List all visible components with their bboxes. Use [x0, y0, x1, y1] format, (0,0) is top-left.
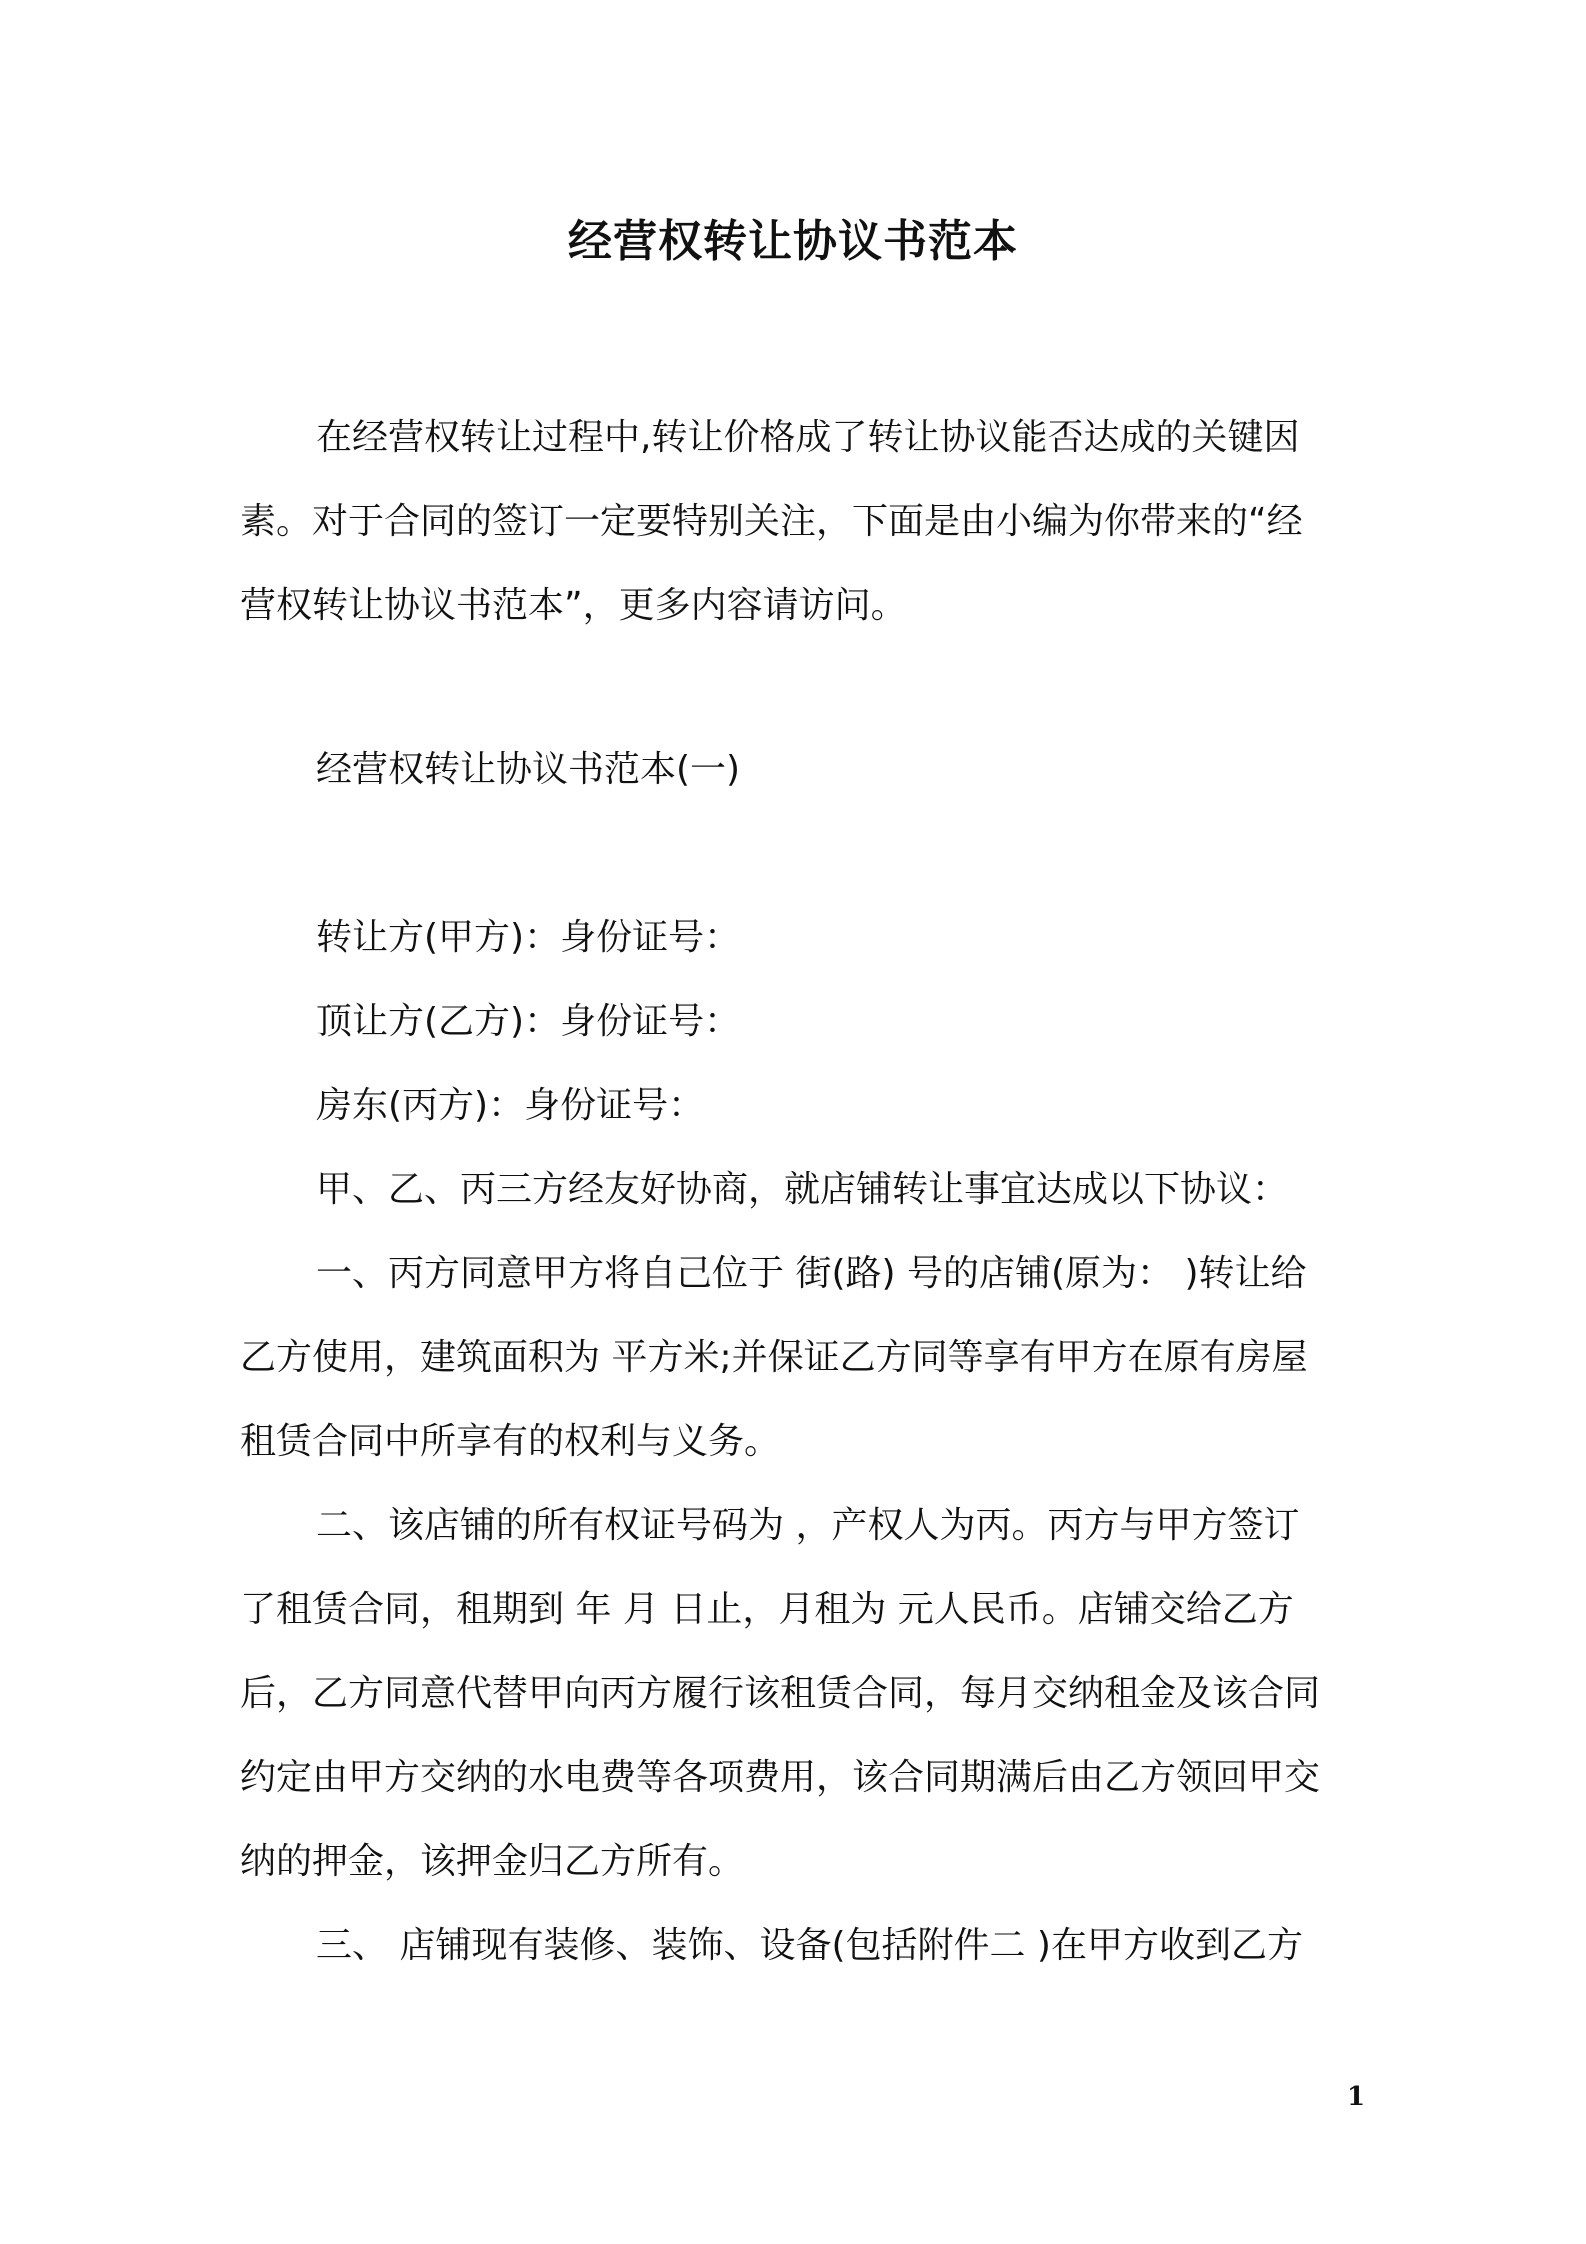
section-heading-block [240, 728, 1352, 812]
clause-1-line: 租赁合同中所享有的权利与义务。 [240, 1421, 781, 1462]
clause-1-line: 一、丙方同意甲方将自己位于 街(路) 号的店铺(原为： )转让给 [316, 1253, 1307, 1294]
agreement-intro-line: 甲、乙、丙三方经友好协商，就店铺转让事宜达成以下协议： [316, 1169, 1289, 1210]
intro-line: 营权转让协议书范本”，更多内容请访问。 [240, 585, 907, 626]
clause-2-line: 了租赁合同，租期到 年 月 日止，月租为 元人民币。店铺交给乙方 [240, 1589, 1294, 1630]
intro-line: 在经营权转让过程中,转让价格成了转让协议能否达成的关键因 [316, 417, 1300, 458]
clause-2-line: 二、该店铺的所有权证号码为 ，产权人为丙。丙方与甲方签订 [316, 1505, 1300, 1546]
contract-body [240, 896, 1352, 1988]
party-a-line: 转让方(甲方)：身份证号： [316, 917, 741, 958]
clause-2-line: 后，乙方同意代替甲向丙方履行该租赁合同，每月交纳租金及该合同 [240, 1673, 1321, 1714]
document-title: 经营权转让协议书范本 [568, 216, 1018, 267]
page-number: 1 [1346, 2082, 1366, 2112]
section-heading: 经营权转让协议书范本(一) [316, 749, 741, 790]
party-b-line: 顶让方(乙方)：身份证号： [316, 1001, 741, 1042]
intro-paragraph [240, 396, 1352, 648]
clause-1-line: 乙方使用，建筑面积为 平方米;并保证乙方同等享有甲方在原有房屋 [240, 1337, 1308, 1378]
clause-2-line: 纳的押金，该押金归乙方所有。 [240, 1841, 745, 1882]
intro-line: 素。对于合同的签订一定要特别关注，下面是由小编为你带来的“经 [240, 501, 1303, 542]
party-c-line: 房东(丙方)：身份证号： [316, 1085, 705, 1126]
clause-2-line: 约定由甲方交纳的水电费等各项费用，该合同期满后由乙方领回甲交 [240, 1757, 1321, 1798]
clause-3-line: 三、 店铺现有装修、装饰、设备(包括附件二 )在甲方收到乙方 [316, 1925, 1303, 1966]
